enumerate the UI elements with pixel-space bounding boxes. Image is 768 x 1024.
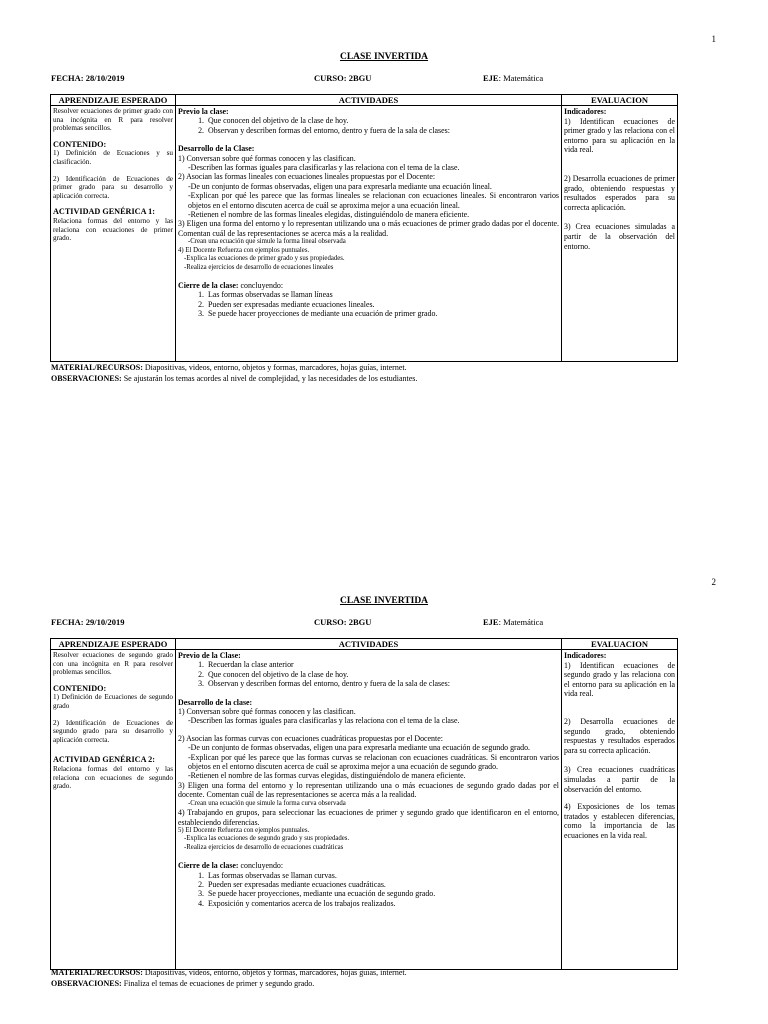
desarrollo-substep: -De un conjunto de formas observadas, eligen una para expresarla mediante una ecuación de segundo grado. [188,743,531,753]
previo-list [178,116,559,135]
desarrollo-substep: -Explica las ecuaciones de segundo grado y sus propiedades. [184,835,350,843]
desarrollo-substep: -De un conjunto de formas observadas, eligen una para expresarla mediante una ecuación lineal. [188,181,492,191]
desarrollo-title: Desarrollo de la clase: [178,697,253,707]
desarrollo-substep: -Explican por qué les parece que las formas lineales se relacionan con ecuaciones lineales. Si encontraron varios objetos en el entorno discuten acerca de cuál se aproxima mejor a una ecuación lineal. [188,191,559,210]
observaciones-value: Finaliza el temas de ecuaciones de primer y segundo grado. [123,979,315,988]
eje-label: EJE [483,617,499,627]
indicador-item: 2) Desarrolla ecuaciones de primer grado, obteniendo respuestas y resultados esperados para su correcta aplicación. [564,173,675,212]
list-item: 3. Observan y describen formas del entorno, dentro y fuera de la sala de clases: [206,679,559,688]
desarrollo-step: 2) Asocian las formas curvas con ecuaciones cuadráticas propuestas por el Docente: [178,733,443,743]
desarrollo-substep: -Retienen el nombre de las formas lineales elegidas, distinguiéndolo de manera eficiente. [188,210,470,220]
header-evaluacion: EVALUACION [562,95,678,106]
desarrollo-substep: -Explica las ecuaciones de primer grado y sus propiedades. [184,255,345,263]
contenido-item: 2) Identificación de Ecuaciones de primer grado para su desarrollo y aplicación correcta. [53,174,173,200]
actividades-cell [176,650,562,970]
eje-value: : Matemática [498,73,544,83]
observaciones-value: Se ajustarán los temas acordes al nivel de complejidad, y las necesidades de los estudiantes. [123,374,418,383]
previo-list [178,660,559,688]
cierre-list [178,871,559,909]
desarrollo-step: 1) Conversan sobre qué formas conocen y las clasifican. [178,707,356,717]
evaluacion-cell [562,106,678,362]
contenido-item: 1) Definición de Ecuaciones y su clasificación. [53,149,173,166]
aprendizaje-cell [51,650,176,970]
list-item: 2. Observan y describen formas del entorno, dentro y fuera de la sala de clases: [206,126,559,135]
page-number: 1 [711,34,716,44]
list-item: 1. Las formas observadas se llaman líneas [206,290,559,299]
contenido-item: 1) Definición de Ecuaciones de segundo grado [53,693,173,710]
curso-value: 2BGU [348,617,372,627]
desarrollo-step: 2) Asocian las formas lineales con ecuaciones lineales propuestas por el Docente: [178,172,436,182]
observaciones-line [51,374,417,384]
cierre-list [178,290,559,318]
actividad-title: ACTIVIDAD GENÉRICA 1: [53,207,155,217]
fecha-value: 29/10/2019 [85,617,125,627]
desarrollo-substep: -Crean una ecuación que simule la forma curva observada [188,799,346,807]
desarrollo-step: 4) El Docente Refuerza con ejemplos puntuales. [178,246,310,254]
desarrollo-substep: -Realiza ejercicios de desarrollo de ecuaciones lineales [184,263,334,271]
list-item: 1. Las formas observadas se llaman curvas. [206,871,559,880]
contenido-title: CONTENIDO: [53,683,107,693]
aprendizaje-cell [51,106,176,362]
curso-label: CURSO: [314,73,347,83]
page-title: CLASE INVERTIDA [339,596,429,606]
indicadores-title: Indicadores: [564,107,607,116]
eje-field [483,73,543,83]
header-actividades: ACTIVIDADES [176,639,562,650]
indicador-item: 1) Identifican ecuaciones de segundo grado y las relaciona con el entorno para su aplicación en la vida real. [564,660,675,699]
fecha-field [51,617,124,627]
cierre-title: Cierre de la clase: concluyendo: [178,280,284,290]
actividad-text: Relaciona formas del entorno y las relaciona con ecuaciones de primer grado. [53,216,173,243]
header-aprendizaje: APRENDIZAJE ESPERADO [51,639,176,650]
previo-title: Previo de la Clase: [178,651,241,660]
previo-title: Previo la clase: [178,107,229,116]
fecha-label: FECHA: [51,73,84,83]
header-evaluacion: EVALUACION [562,639,678,650]
indicador-item: 4) Exposiciones de los temas tratados y establecen diferencias, como la importancia de las ecuaciones en la vida real. [564,802,675,840]
header-actividades: ACTIVIDADES [176,95,562,106]
header-aprendizaje: APRENDIZAJE ESPERADO [51,95,176,106]
material-value: Diapositivas, videos, entorno, objetos y formas, marcadores, hojas guías, internet. [144,968,407,977]
desarrollo-step: 1) Conversan sobre qué formas conocen y las clasifican. [178,153,356,163]
aprendizaje-intro: Resolver ecuaciones de segundo grado con una incógnita en R para resolver problemas sencillos. [53,651,173,677]
desarrollo-step: 4) Trabajando en grupos, para seleccionar las ecuaciones de primer y segundo grado que identificaron en el entorno, estableciendo diferencias. [178,808,559,827]
indicador-item: 1) Identifican ecuaciones de primer grado y las relaciona con el entorno para su aplicación en la vida real. [564,116,675,155]
contenido-item: 2) Identificación de Ecuaciones de segundo grado para su desarrollo y aplicación correcta. [53,718,173,744]
desarrollo-substep: -Describen las formas iguales para clasificarlas y las relaciona con el tema de la clase. [188,716,460,726]
list-item: 2. Pueden ser expresadas mediante ecuaciones cuadráticas. [206,880,559,889]
eje-label: EJE [483,73,499,83]
material-label: MATERIAL/RECURSOS: [51,968,143,977]
actividad-title: ACTIVIDAD GENÉRICA 2: [53,755,155,765]
list-item: 1. Recuerdan la clase anterior [206,660,559,669]
list-item: 3. Se puede hacer proyecciones, mediante una ecuación de segundo grado. [206,889,559,898]
material-value: Diapositivas, videos, entorno, objetos y formas, marcadores, hojas guías, internet. [144,363,407,372]
evaluacion-cell [562,650,678,970]
desarrollo-step: 3) Eligen una forma del entorno y lo representan utilizando una o más ecuaciones de segundo grado dadas por el docente. Comentan cuál de las representaciones se acerca más a la realidad. [178,780,559,800]
list-item: 1. Que conocen del objetivo de la clase de hoy. [206,116,559,125]
material-label: MATERIAL/RECURSOS: [51,363,143,372]
list-item: 3. Se puede hacer proyecciones de mediante una ecuación de primer grado. [206,309,559,318]
page-number: 2 [711,577,716,587]
fecha-field [51,73,124,83]
curso-field [314,73,371,83]
material-line [51,968,407,978]
fecha-value: 28/10/2019 [85,73,125,83]
desarrollo-substep: -Realiza ejercicios de desarrollo de ecuaciones cuadráticas [184,843,344,851]
material-line [51,363,407,373]
contenido-title: CONTENIDO: [53,139,107,149]
fecha-label: FECHA: [51,617,84,627]
curso-label: CURSO: [314,617,347,627]
observaciones-label: OBSERVACIONES: [51,979,122,988]
list-item: 2. Que conocen del objetivo de la clase de hoy. [206,670,559,679]
eje-value: : Matemática [498,617,544,627]
desarrollo-substep: -Explican por qué les parece que las formas curvas se relacionan con ecuaciones cuadráticas. Si encontraron varios objetos en el entorno discuten acerca de cuál se aproxima mejor a una ecuación de segundo grado. [188,752,559,772]
indicadores-title: Indicadores: [564,651,607,660]
observaciones-label: OBSERVACIONES: [51,374,122,383]
actividad-text: Relaciona formas del entorno y las relaciona con ecuaciones de segundo grado. [53,764,173,791]
indicador-item: 3) Crea ecuaciones cuadráticas simuladas a partir de la observación del entorno. [564,765,675,794]
page-2 [0,512,768,1024]
desarrollo-title: Desarrollo de la Clase: [178,144,255,154]
aprendizaje-intro: Resolver ecuaciones de primer grado con una incógnita en R para resolver problemas sencillos. [53,107,173,133]
cierre-title: Cierre de la clase: concluyendo: [178,861,284,871]
desarrollo-substep: -Crean una ecuación que simule la forma lineal observada [188,238,346,246]
indicador-item: 3) Crea ecuaciones simuladas a partir de la observación del entorno. [564,222,675,251]
lesson-plan-table [50,638,678,970]
eje-field [483,617,543,627]
observaciones-line [51,979,314,989]
lesson-plan-table [50,94,678,362]
list-item: 4. Exposición y comentarios acerca de los trabajos realizados. [206,899,559,908]
desarrollo-step: 3) Eligen una forma del entorno y lo representan utilizando una o más ecuaciones de primer grado dadas por el docente. Comentan cuál de las representaciones se acerca más a la realidad. [178,219,559,238]
page-title: CLASE INVERTIDA [339,52,429,62]
actividades-cell [176,106,562,362]
indicador-item: 2) Desarrolla ecuaciones de segundo grado, obteniendo respuestas y resultados esperados para su correcta aplicación. [564,716,675,755]
desarrollo-substep: -Retienen el nombre de las formas curvas elegidas, distinguiéndolo de manera eficiente. [188,771,466,781]
curso-value: 2BGU [348,73,372,83]
list-item: 2. Pueden ser expresadas mediante ecuaciones lineales. [206,300,559,309]
curso-field [314,617,371,627]
desarrollo-substep: -Describen las formas iguales para clasificarlas y las relaciona con el tema de la clase. [188,163,460,173]
desarrollo-step: 5) El Docente Refuerza con ejemplos puntuales. [178,826,310,834]
